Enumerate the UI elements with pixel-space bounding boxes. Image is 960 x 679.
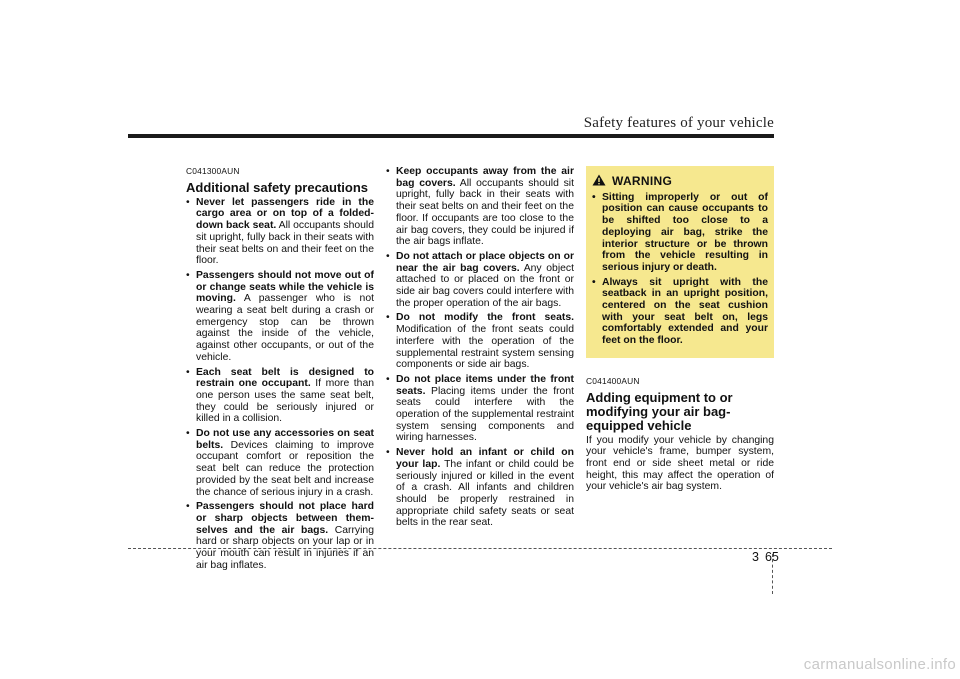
item-text: Placing items under the front seats could interfere with the operation of the supplemental restraint system sensing components and wiring harnesses. xyxy=(396,385,574,444)
section-code: C041400AUN xyxy=(586,375,640,386)
section-header-title: Safety features of your vehicle xyxy=(583,115,774,131)
item-bold-text: Each seat belt is designed to restrain one occupant. xyxy=(196,366,374,390)
item-text: Any object attached to or placed on the front or side air bag covers could interfere with the proper operation of the air bags. xyxy=(396,262,574,309)
watermark: carmanualsonline.info xyxy=(803,656,956,673)
item-text: A passenger who is not wearing a seat belt during a crash or emergency stop can be thrown against the inside of the vehicle, against other occupants, or out of the vehicle. xyxy=(196,293,374,363)
section-body: If you modify your vehicle by changing your vehicle's frame, bumper system, front end or side sheet metal or ride height, this may affect the operation of your vehicle's air bag system. xyxy=(586,434,774,493)
list-item xyxy=(186,428,374,498)
item-bold-text: Keep occupants away from the air bag covers. xyxy=(396,166,574,189)
precautions-list xyxy=(186,197,374,572)
warning-title xyxy=(592,174,768,190)
warning-box xyxy=(586,166,774,358)
item-bold-text: Do not place items under the front seats. xyxy=(396,373,574,397)
item-text: The infant or child could be seriously injured or killed in the event of a crash. All infants and children should be properly restrained in appropriate child safety seats or seat belts in the rear seat. xyxy=(396,458,574,529)
list-item xyxy=(386,374,574,444)
item-bold-text: Passengers should not place hard or sharp objects between them-selves and the air bags. xyxy=(196,501,374,536)
list-item xyxy=(186,197,374,267)
header-rule xyxy=(128,134,774,138)
item-text: Carrying hard or sharp objects on your lap or in your mouth can result in injuries if an air bag inflates. xyxy=(196,524,374,571)
warning-list xyxy=(592,192,768,347)
section-code: C041300AUN xyxy=(186,166,240,176)
item-text: If more than one person uses the same seat belt, they could be seriously injured or killed in a collision. xyxy=(196,378,374,425)
list-item xyxy=(386,447,574,529)
list-item xyxy=(386,251,574,310)
list-item: • Always sit upright with the seatback in an upright position, centered on the seat cushion with your seat belt on, legs comfortably extended and your feet on the floor. xyxy=(592,277,768,347)
precautions-list-continued xyxy=(386,166,574,529)
item-text: All occupants should sit upright, fully back in their seats with their seat belts on and their feet on the floor. If occupants are too close to the air bag covers, they could be injured if the air bags inflate. xyxy=(396,177,574,248)
page-number-value: 65 xyxy=(764,550,779,564)
list-item xyxy=(186,501,374,571)
warning-title-text: WARNING xyxy=(612,174,673,188)
warning-triangle-icon xyxy=(592,174,606,190)
list-item xyxy=(386,166,574,248)
footer-rule xyxy=(128,548,832,549)
item-bold-text: Do not attach or place objects on or near the air bag covers. xyxy=(396,250,574,274)
item-text: Modification of the front seats could interfere with the operation of the supplemental restraint system sensing components or side air bags. xyxy=(396,324,574,371)
item-bold-text: Passengers should not move out of or change seats while the vehicle is moving. xyxy=(196,269,374,305)
item-text: All occupants should sit upright, fully back in their seats with their seat belts on and their feet on the floor. xyxy=(196,220,374,267)
column-3 xyxy=(586,166,774,493)
page-number-divider xyxy=(772,554,773,594)
chapter-number: 3 xyxy=(752,550,759,564)
list-item xyxy=(186,367,374,426)
list-item xyxy=(186,270,374,364)
column-2 xyxy=(386,166,574,532)
item-bold-text: Never let passengers ride in the cargo area or on top of a folded-down back seat. xyxy=(196,196,374,232)
section-heading: Additional safety precautions xyxy=(186,179,369,195)
item-bold-text: Do not modify the front seats. xyxy=(396,312,574,324)
list-item: • Sitting improperly or out of position can cause occupants to be shifted too close to a deploying air bag, strike the interior structure or be thrown from the vehicle resulting in serious injury or death. xyxy=(592,192,768,274)
page-number xyxy=(752,550,779,564)
item-bold-text: Never hold an infant or child on your lap. xyxy=(396,447,574,470)
section-heading: Adding equipment to or modifying your air bag-equipped vehicle xyxy=(586,389,733,433)
list-item xyxy=(386,312,574,371)
item-text: Devices claiming to improve occupant comfort or reposition the seat belt can reduce the protection provided by the seat belt and increase the chance of serious injury in a crash. xyxy=(196,439,374,498)
item-bold-text: Do not use any accessories on seat belts. xyxy=(196,428,374,451)
column-1 xyxy=(186,166,374,575)
